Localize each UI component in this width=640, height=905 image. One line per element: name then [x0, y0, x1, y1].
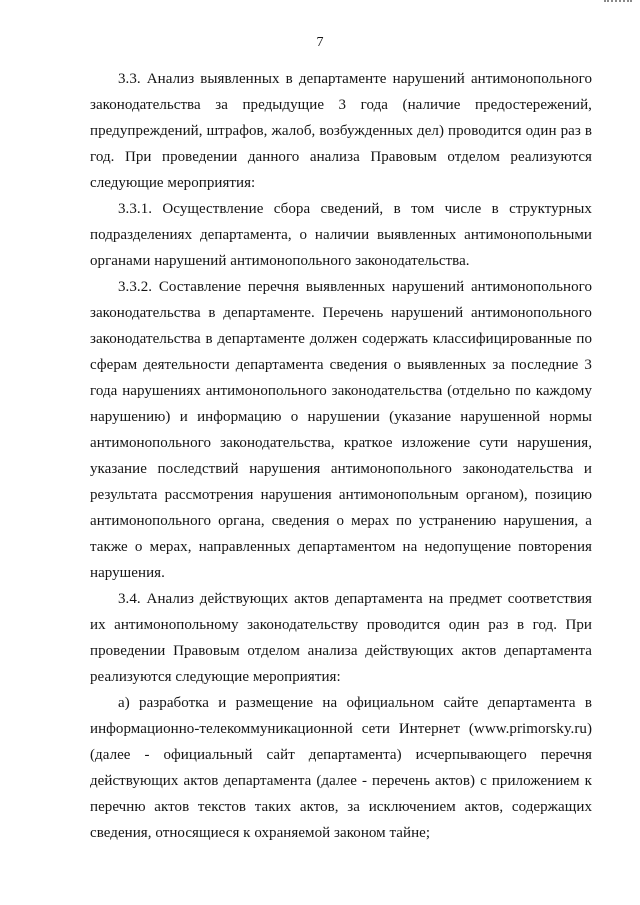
paragraph-3-3-2: 3.3.2. Составление перечня выявленных нарушений антимонопольного законодательства в департаменте. Перечень нарушений антимонопольного законодательства в департаменте должен содержать классифицированные по сферам деятельности департамента сведения о выявленных за последние 3 года нарушениях антимонопольного законодательства (отдельно по каждому нарушению) и информацию о нарушении (указание нарушенной нормы антимонопольного законодательства, краткое изложение сути нарушения, указание последствий нарушения антимонопольного законодательства и результата рассмотрения нарушения антимонопольным органом), позицию антимонопольного органа, сведения о мерах по устранению нарушения, а также о мерах, направленных департаментом на недопущение повторения нарушения. — [90, 279, 592, 581]
page-number: 7 — [316, 35, 324, 50]
paragraph-3-3-1: 3.3.1. Осуществление сбора сведений, в том числе в структурных подразделениях департамента, о наличии выявленных антимонопольными органами нарушений антимонопольного законодательства. — [90, 201, 592, 269]
document-body — [90, 66, 592, 846]
paragraph-3-4-a: а) разработка и размещение на официальном сайте департамента в информационно-телекоммуникационной сети Интернет (www.primorsky.ru) (далее - официальный сайт департамента) исчерпывающего перечня действующих актов департамента (далее - перечень актов) с приложением к перечню актов текстов таких актов, за исключением актов, содержащих сведения, относящиеся к охраняемой законом тайне; — [90, 695, 592, 841]
scan-edge-mark — [604, 0, 632, 4]
paragraph-3-4: 3.4. Анализ действующих актов департамента на предмет соответствия их антимонопольному законодательству проводится один раз в год. При проведении Правовым отделом анализа действующих актов департамента реализуются следующие мероприятия: — [90, 591, 592, 685]
paragraph-3-3: 3.3. Анализ выявленных в департаменте нарушений антимонопольного законодательства за предыдущие 3 года (наличие предостережений, предупреждений, штрафов, жалоб, возбужденных дел) проводится один раз в год. При проведении данного анализа Правовым отделом реализуются следующие мероприятия: — [90, 71, 592, 191]
